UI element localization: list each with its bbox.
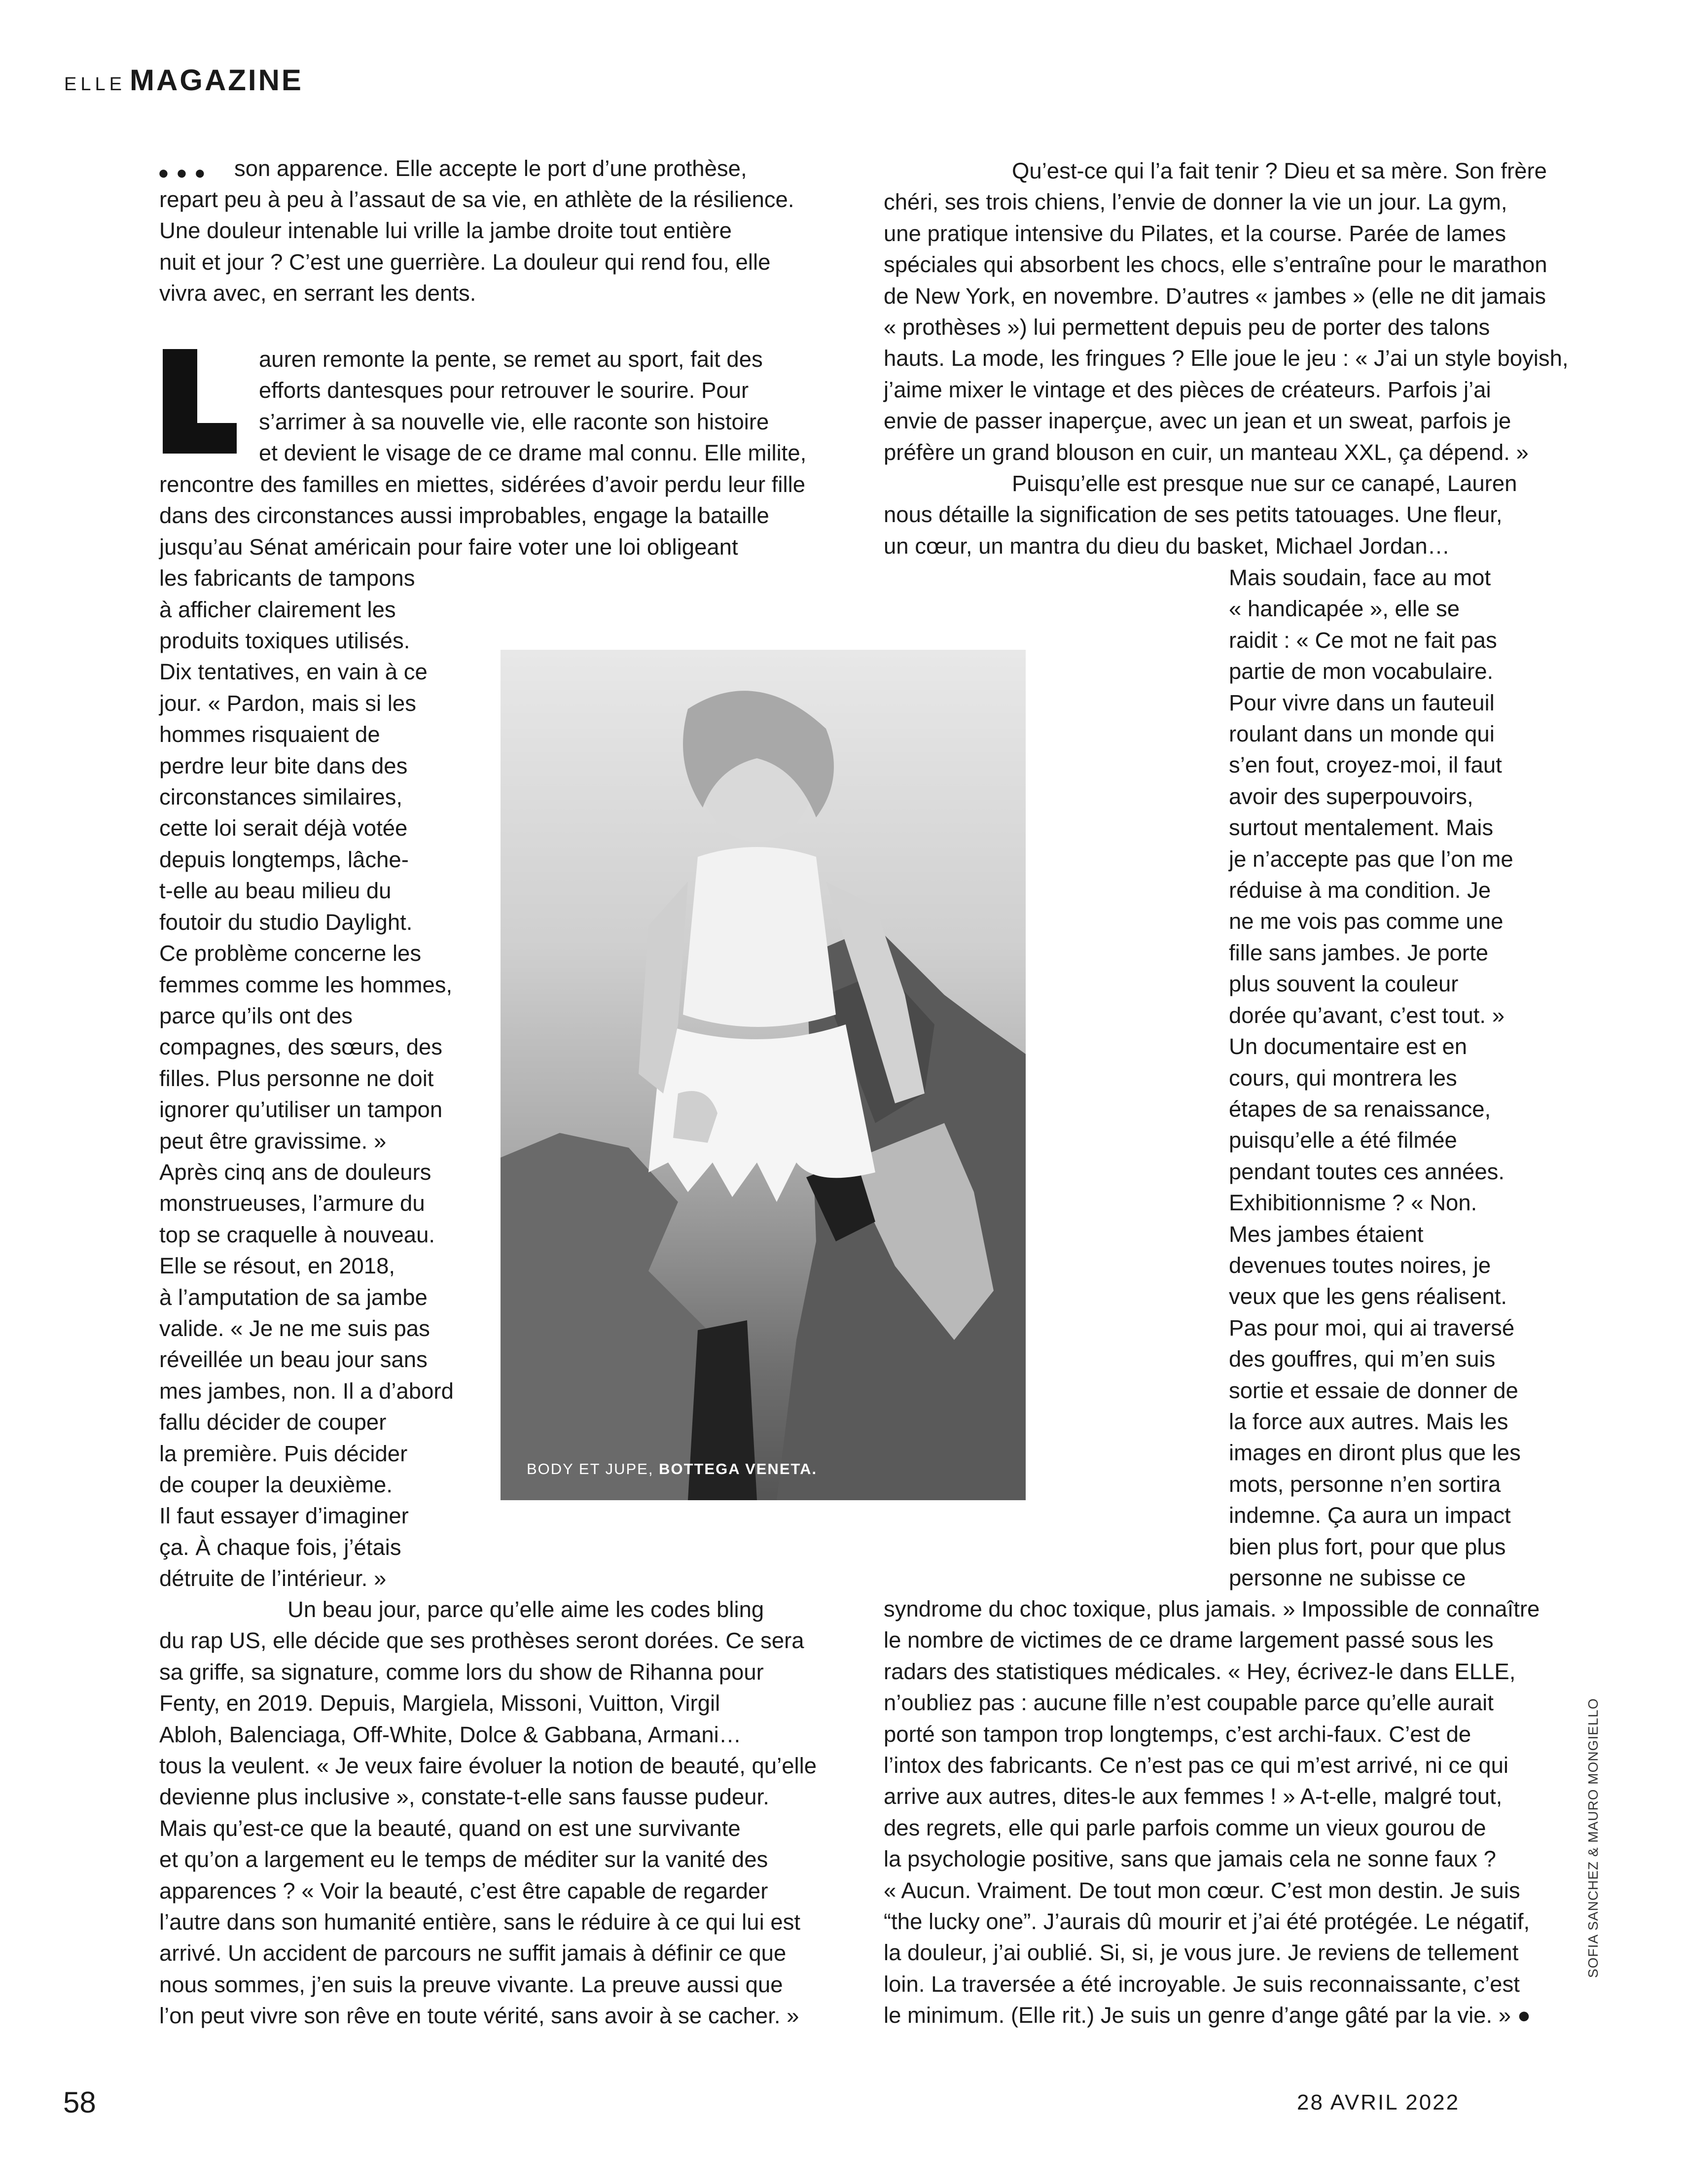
text-line: les fabricants de tampons [159,565,415,591]
text-line: cette loi serait déjà votée [159,815,408,841]
text-line: spéciales qui absorbent les chocs, elle s’entraîne pour le marathon [884,252,1547,278]
text-line: raidit : « Ce mot ne fait pas [1229,627,1497,653]
text-line: Fenty, en 2019. Depuis, Margiela, Missoni, Vuitton, Virgil [159,1691,720,1716]
text-line: la psychologie positive, sans que jamais cela ne sonne faux ? [884,1846,1496,1872]
text-line: bien plus fort, pour que plus [1229,1534,1506,1559]
text-line: et devient le visage de ce drame mal connu. Elle milite, [259,440,807,466]
text-line: Qu’est-ce qui l’a fait tenir ? Dieu et sa mère. Son frère [1012,158,1547,183]
fashion-photo [501,650,1026,1500]
text-line: la première. Puis décider [159,1441,408,1466]
text-line: Un beau jour, parce qu’elle aime les codes bling [287,1597,764,1622]
continuation-bullets-icon: ●●● [158,163,213,183]
text-line: depuis longtemps, lâche- [159,846,409,872]
text-line: apparences ? « Voir la beauté, c’est être capable de regarder [159,1878,768,1903]
text-line: sortie et essaie de donner de [1229,1377,1518,1403]
text-line: femmes comme les hommes, [159,972,453,997]
text-line: je n’accepte pas que l’on me [1229,846,1513,872]
text-line: Puisqu’elle est presque nue sur ce canapé, Lauren [1012,471,1517,496]
text-line: pendant toutes ces années. [1229,1159,1505,1184]
text-line: détruite de l’intérieur. » [159,1566,387,1591]
text-line: personne ne subisse ce [1229,1565,1466,1590]
text-line: plus souvent la couleur [1229,971,1459,997]
text-line: hauts. La mode, les fringues ? Elle joue le jeu : « J’ai un style boyish, [884,346,1569,371]
text-line: des regrets, elle qui parle parfois comme un vieux gourou de [884,1815,1486,1840]
text-line: « Aucun. Vraiment. De tout mon cœur. C’est mon destin. Je suis [884,1877,1520,1903]
text-line: loin. La traversée a été incroyable. Je suis reconnaissante, c’est [884,1971,1520,1997]
text-line: Un documentaire est en [1229,1034,1468,1059]
text-line: ne me vois pas comme une [1229,909,1504,934]
text-line: fille sans jambes. Je porte [1229,940,1489,965]
text-line: la douleur, j’ai oublié. Si, si, je vous jure. Je reviens de tellement [884,1940,1519,1966]
text-line: surtout mentalement. Mais [1229,815,1494,841]
text-line: indemne. Ça aura un impact [1229,1503,1511,1528]
text-line: fallu décider de couper [159,1409,387,1435]
text-line: une pratique intensive du Pilates, et la course. Parée de lames [884,220,1506,246]
text-line: valide. « Je ne me suis pas [159,1315,430,1341]
text-line: l’on peut vivre son rêve en toute vérité, sans avoir à se cacher. » [159,2003,799,2029]
text-line: devienne plus inclusive », constate-t-elle sans fausse pudeur. [159,1784,769,1810]
text-line: circonstances similaires, [159,784,403,810]
text-line: “the lucky one”. J’aurais dû mourir et j’ai été protégée. Le négatif, [884,1909,1530,1935]
masthead-brand: ELLE [64,74,126,95]
text-line: préfère un grand blouson en cuir, un manteau XXL, ça dépend. » [884,439,1529,465]
text-line: rencontre des familles en miettes, sidérées d’avoir perdu leur fille [159,472,806,497]
text-line: Pour vivre dans un fauteuil [1229,690,1495,715]
text-line: nous détaille la signification de ses petits tatouages. Une fleur, [884,502,1503,528]
text-line: t-elle au beau milieu du [159,878,392,904]
text-line: envie de passer inaperçue, avec un jean et un sweat, parfois je [884,408,1511,434]
text-line: devenues toutes noires, je [1229,1252,1491,1278]
text-line: repart peu à peu à l’assaut de sa vie, en athlète de la résilience. [159,187,794,212]
text-line: tous la veulent. « Je veux faire évoluer la notion de beauté, qu’elle [159,1753,817,1779]
text-line: Pas pour moi, qui ai traversé [1229,1315,1515,1340]
text-line: avoir des superpouvoirs, [1229,783,1473,809]
text-line: syndrome du choc toxique, plus jamais. » Impossible de connaître [884,1596,1540,1621]
text-line: Mais qu’est-ce que la beauté, quand on est une survivante [159,1815,741,1841]
right-paragraph-1 [884,155,1569,562]
text-line: de couper la deuxième. [159,1472,393,1497]
text-line: et qu’on a largement eu le temps de méditer sur la vanité des [159,1847,768,1872]
text-line: le nombre de victimes de ce drame largement passé sous les [884,1627,1494,1653]
text-line: Après cinq ans de douleurs [159,1159,431,1185]
text-line: arrive aux autres, dites-le aux femmes ! » A-t-elle, malgré tout, [884,1784,1503,1809]
text-line: mes jambes, non. Il a d’abord [159,1378,454,1404]
text-line: Une douleur intenable lui vrille la jambe droite tout entière [159,218,732,244]
text-line: hommes risquaient de [159,722,380,747]
text-line: peut être gravissime. » [159,1128,387,1154]
text-line: à l’amputation de sa jambe [159,1284,428,1310]
text-line: auren remonte la pente, se remet au sport, fait des [259,347,763,372]
text-line: dans des circonstances aussi improbables, engage la bataille [159,503,769,528]
text-line: de New York, en novembre. D’autres « jambes » (elle ne dit jamais [884,283,1546,309]
caption-text: BODY ET JUPE, [527,1460,654,1478]
text-line: un cœur, un mantra du dieu du basket, Michael Jordan… [884,533,1450,559]
text-line: son apparence. Elle accepte le port d’une prothèse, [234,156,747,181]
text-line: produits toxiques utilisés. [159,628,410,654]
text-line: puisqu’elle a été filmée [1229,1127,1457,1153]
text-line: veux que les gens réalisent. [1229,1284,1507,1309]
photo-credit: SOFIA SANCHEZ & MAURO MONGIELLO [1585,1698,1601,1978]
text-line: du rap US, elle décide que ses prothèses seront dorées. Ce sera [159,1628,804,1654]
masthead [64,63,303,97]
text-line: mots, personne n’en sortira [1229,1471,1501,1497]
text-line: des gouffres, qui m’en suis [1229,1346,1496,1372]
text-line: nous sommes, j’en suis la preuve vivante. La preuve aussi que [159,1972,783,1997]
text-line: efforts dantesques pour retrouver le sourire. Pour [259,378,749,403]
page-number: 58 [63,2086,96,2119]
text-line: Mais soudain, face au mot [1229,565,1491,590]
text-line: Dix tentatives, en vain à ce [159,659,428,685]
text-line: ignorer qu’utiliser un tampon [159,1097,443,1123]
text-line: foutoir du studio Daylight. [159,909,413,935]
text-line: jusqu’au Sénat américain pour faire voter une loi obligeant [159,534,738,560]
text-line: s’en fout, croyez-moi, il faut [1229,752,1502,778]
left-paragraph-3 [159,1594,817,2032]
text-line: parce qu’ils ont des [159,1003,353,1028]
text-line: étapes de sa renaissance, [1229,1096,1491,1122]
text-line: chéri, ses trois chiens, l’envie de donner la vie un jour. La gym, [884,189,1507,215]
masthead-section: MAGAZINE [129,64,303,97]
right-paragraph-3-narrow [1229,562,1521,1593]
text-line: Exhibitionnisme ? « Non. [1229,1190,1477,1216]
issue-date: 28 AVRIL 2022 [1297,2090,1460,2114]
text-line: sa griffe, sa signature, comme lors du show de Rihanna pour [159,1659,764,1685]
text-line: n’oubliez pas : aucune fille n’est coupable parce qu’elle aurait [884,1690,1494,1716]
text-line: monstrueuses, l’armure du [159,1191,425,1216]
caption-brand: BOTTEGA VENETA. [659,1460,818,1478]
text-line: dorée qu’avant, c’est tout. » [1229,1002,1505,1028]
left-paragraph-2-dropcap-lines [259,344,806,469]
text-line: top se craquelle à nouveau. [159,1222,435,1247]
text-line: ça. À chaque fois, j’étais [159,1534,401,1560]
text-line: jour. « Pardon, mais si les [159,690,416,716]
text-line: le minimum. (Elle rit.) Je suis un genre d’ange gâté par la vie. » ● [884,2003,1531,2028]
photo-caption [527,1460,817,1478]
text-line: « handicapée », elle se [1229,596,1460,622]
text-line: l’intox des fabricants. Ce n’est pas ce qui m’est arrivé, ni ce qui [884,1753,1509,1778]
text-line: filles. Plus personne ne doit [159,1065,434,1091]
text-line: porté son tampon trop longtemps, c’est archi-faux. C’est de [884,1721,1471,1747]
text-line: Ce problème concerne les [159,941,422,966]
text-line: nuit et jour ? C’est une guerrière. La douleur qui rend fou, elle [159,249,771,275]
drop-cap-l [163,349,237,454]
text-line: vivra avec, en serrant les dents. [159,281,476,306]
left-paragraph-1 [234,153,747,184]
text-line: « prothèses ») lui permettent depuis peu de porter des talons [884,315,1490,340]
photo-illustration [501,650,1026,1500]
text-line: cours, qui montrera les [1229,1065,1457,1091]
text-line: Mes jambes étaient [1229,1221,1424,1247]
text-line: compagnes, des sœurs, des [159,1034,443,1060]
right-paragraph-3-wide [884,1593,1540,2031]
text-line: à afficher clairement les [159,597,396,622]
text-line: images en diront plus que les [1229,1440,1521,1466]
text-line: Il faut essayer d’imaginer [159,1503,409,1529]
text-line: arrivé. Un accident de parcours ne suffit jamais à définir ce que [159,1940,787,1966]
text-line: réveillée un beau jour sans [159,1347,428,1373]
text-line: Elle se résout, en 2018, [159,1253,395,1279]
left-paragraph-1-cont [159,184,794,309]
text-line: partie de mon vocabulaire. [1229,659,1494,684]
text-line: l’autre dans son humanité entière, sans le réduire à ce qui lui est [159,1909,801,1935]
text-line: réduise à ma condition. Je [1229,878,1491,903]
text-line: radars des statistiques médicales. « Hey, écrivez-le dans ELLE, [884,1658,1516,1684]
text-line: Abloh, Balenciaga, Off-White, Dolce & Gabbana, Armani… [159,1722,742,1747]
text-line: la force aux autres. Mais les [1229,1409,1508,1434]
text-line: s’arrimer à sa nouvelle vie, elle raconte son histoire [259,409,769,434]
text-line: roulant dans un monde qui [1229,721,1495,747]
text-line: j’aime mixer le vintage et des pièces de créateurs. Parfois j’ai [884,377,1491,402]
text-line: perdre leur bite dans des [159,753,408,778]
